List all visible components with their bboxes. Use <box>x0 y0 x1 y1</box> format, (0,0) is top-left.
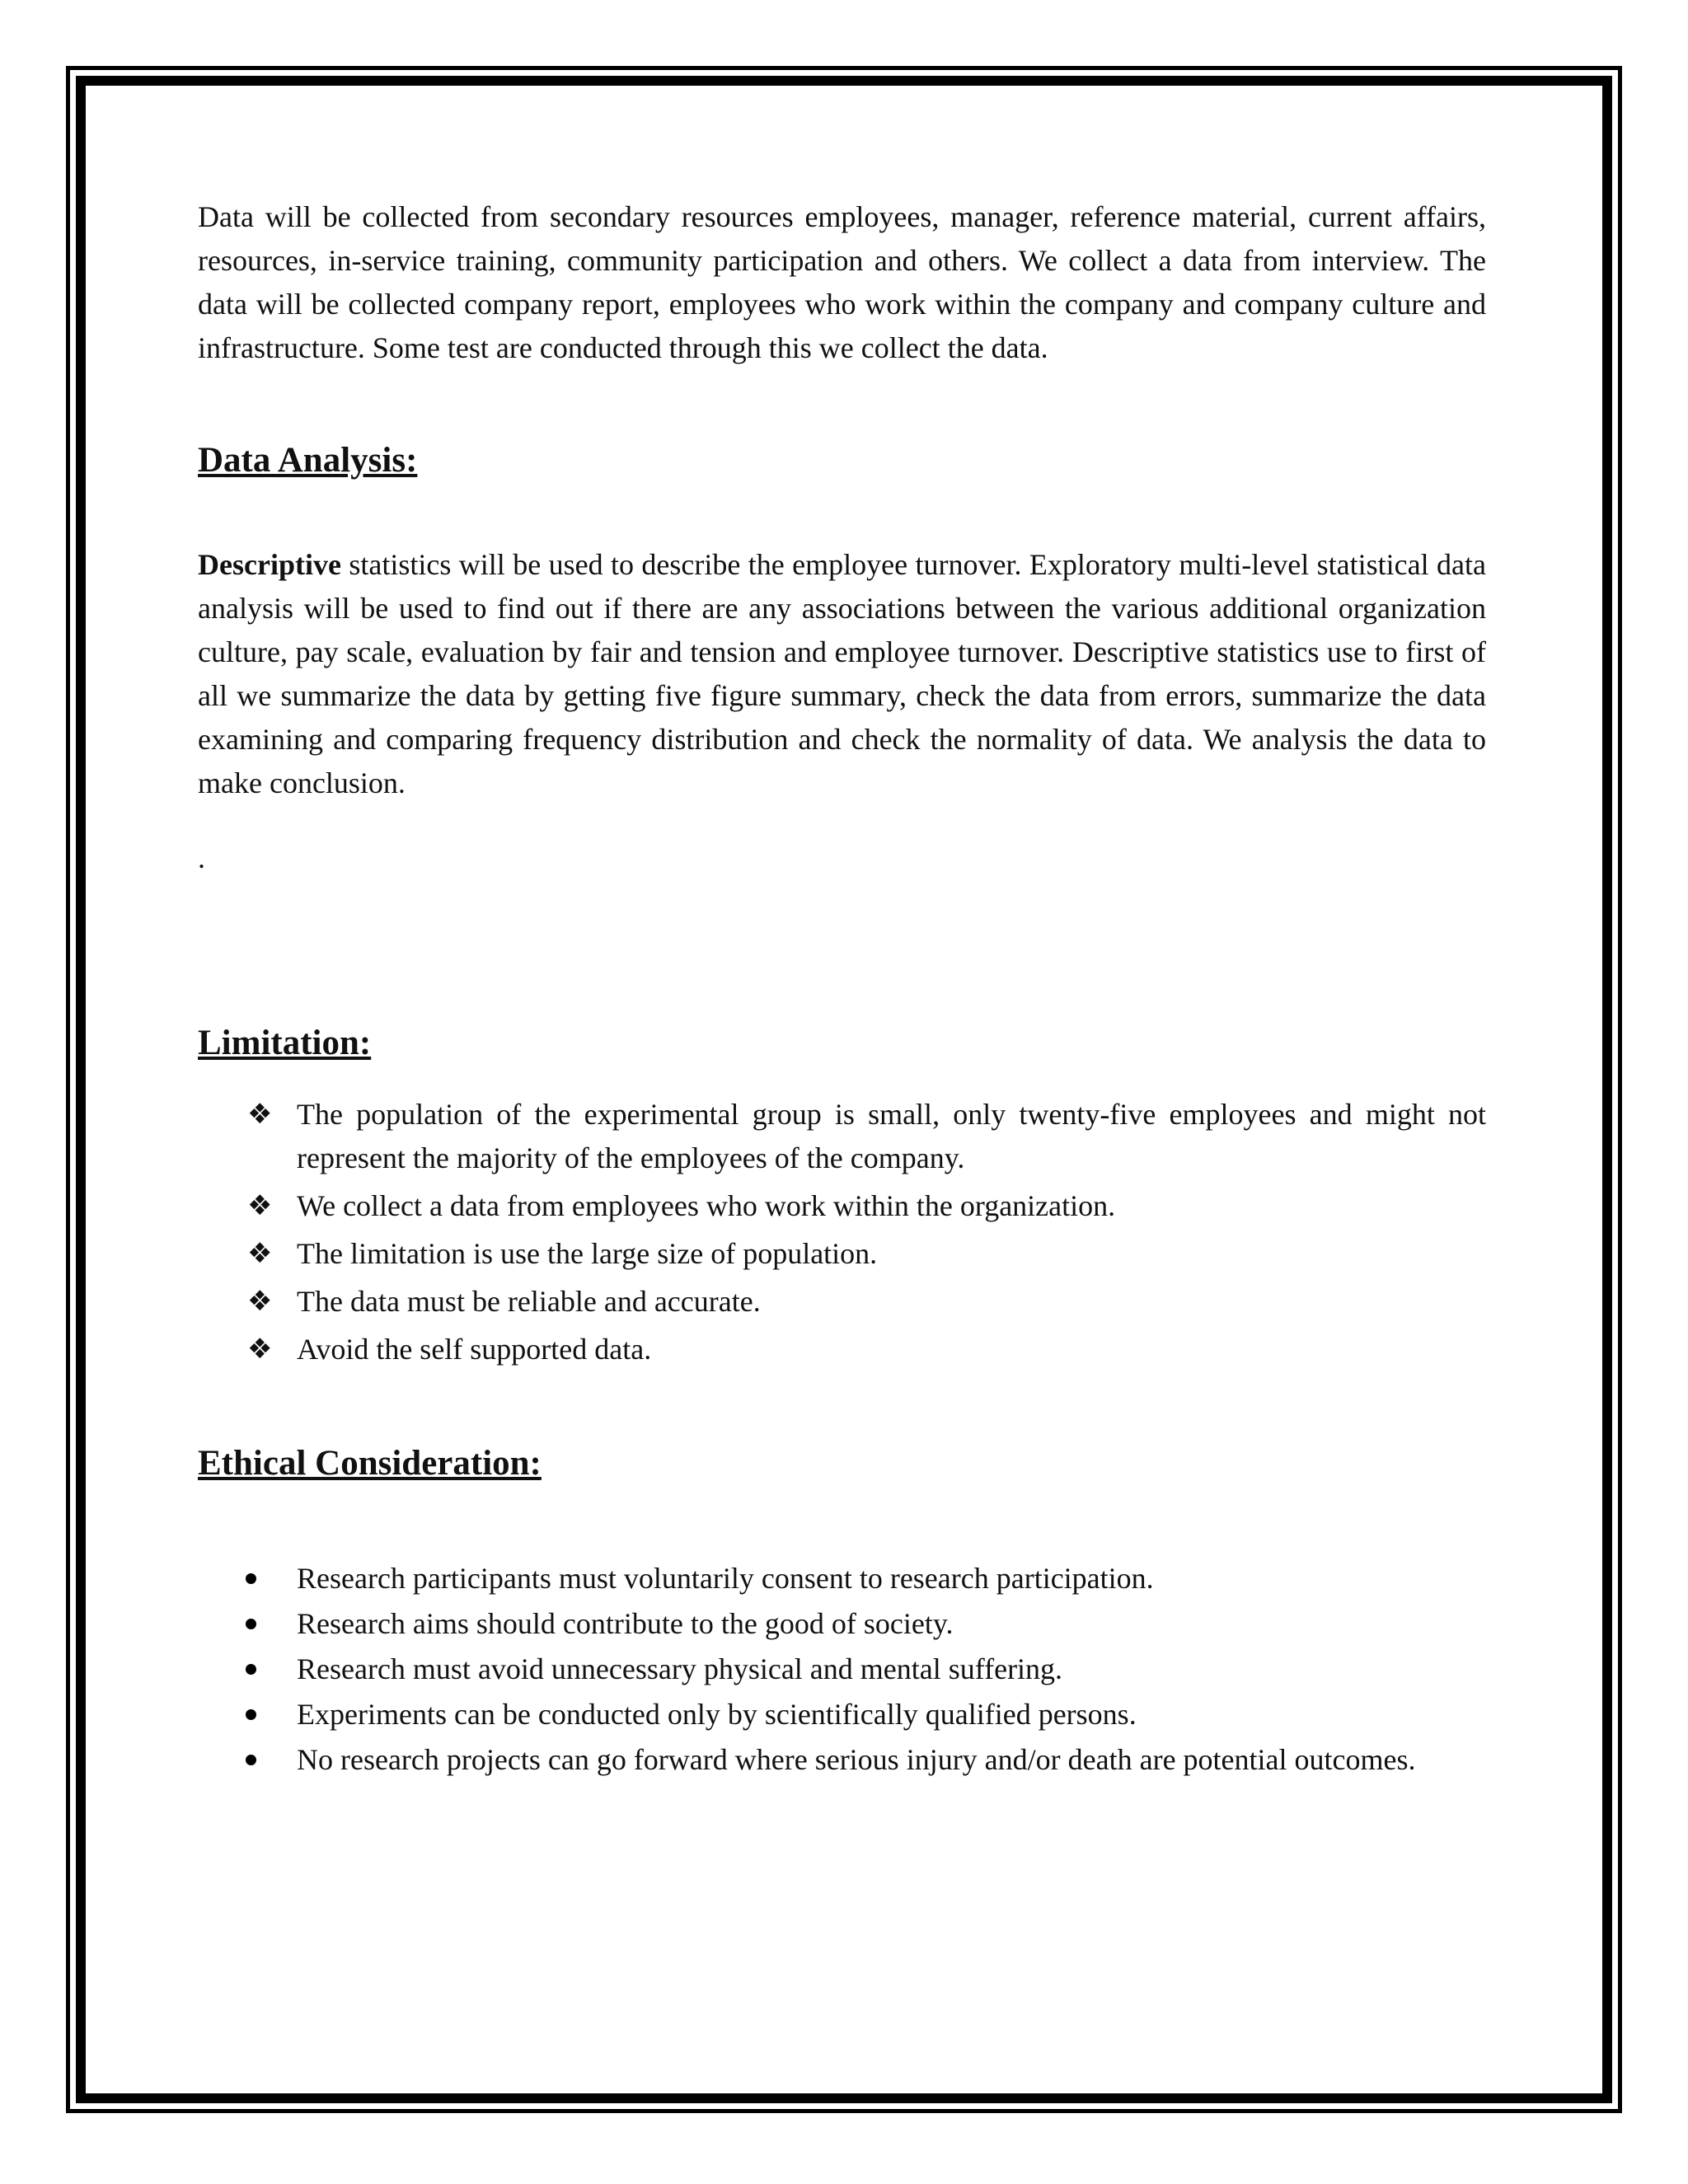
round-bullet-icon <box>246 1619 256 1629</box>
limitation-item <box>198 1232 1486 1276</box>
limitation-item-text: Avoid the self supported data. <box>297 1333 652 1366</box>
diamond-bullet-icon: ❖ <box>247 1189 273 1222</box>
ethics-item-text: Research must avoid unnecessary physical and mental suffering. <box>297 1652 1063 1685</box>
limitation-list <box>198 1093 1486 1371</box>
round-bullet-icon <box>246 1755 256 1765</box>
ethics-item-text: No research projects can go forward where serious injury and/or death are potential outcomes. <box>297 1743 1416 1776</box>
limitation-item-text: The population of the experimental group is small, only twenty-five employees and might not represent the majority of the employees of the company. <box>297 1098 1486 1174</box>
limitation-item-text: The limitation is use the large size of population. <box>297 1237 878 1270</box>
diamond-bullet-icon: ❖ <box>247 1285 273 1318</box>
ethics-item <box>198 1741 1486 1779</box>
ethical-consideration-heading: Ethical Consideration: <box>198 1444 542 1483</box>
limitation-item <box>198 1093 1486 1180</box>
limitation-item <box>198 1184 1486 1228</box>
document-body <box>198 195 1486 1786</box>
diamond-bullet-icon: ❖ <box>247 1098 273 1131</box>
limitation-item <box>198 1328 1486 1371</box>
ethics-item <box>198 1650 1486 1688</box>
round-bullet-icon <box>246 1709 256 1720</box>
data-analysis-body: statistics will be used to describe the employee turnover. Exploratory multi-level statistical data analysis will be used to find out if there are any associations between the various additional organization culture, pay scale, evaluation by fair and tension and employee turnover. Descriptive statistics use to first of all we summarize the data by getting five figure summary, check the data from errors, summarize the data examining and comparing frequency distribution and check the normality of data. We analysis the data to make conclusion. <box>198 548 1486 799</box>
diamond-bullet-icon: ❖ <box>247 1333 273 1366</box>
ethics-item-text: Research participants must voluntarily consent to research participation. <box>297 1562 1154 1595</box>
diamond-bullet-icon: ❖ <box>247 1237 273 1270</box>
data-analysis-paragraph <box>198 543 1486 805</box>
data-analysis-heading: Data Analysis: <box>198 441 418 480</box>
ethics-item-text: Experiments can be conducted only by scientifically qualified persons. <box>297 1698 1137 1731</box>
ethics-item <box>198 1605 1486 1643</box>
ethics-item <box>198 1559 1486 1597</box>
intro-paragraph: Data will be collected from secondary resources employees, manager, reference material, current affairs, resources, in-service training, community participation and others. We collect a data from interview. The data will be collected company report, employees who work within the company and company culture and infrastructure. Some test are conducted through this we collect the data. <box>198 200 1486 364</box>
limitation-item-text: We collect a data from employees who work within the organization. <box>297 1189 1116 1222</box>
descriptive-bold-term: Descriptive <box>198 548 341 581</box>
trailing-dot: . <box>198 841 205 874</box>
limitation-item <box>198 1280 1486 1324</box>
ethics-item <box>198 1695 1486 1733</box>
round-bullet-icon <box>246 1664 256 1675</box>
ethics-list <box>198 1559 1486 1779</box>
limitation-item-text: The data must be reliable and accurate. <box>297 1285 761 1318</box>
ethics-item-text: Research aims should contribute to the good of society. <box>297 1607 954 1640</box>
round-bullet-icon <box>246 1573 256 1584</box>
limitation-heading: Limitation: <box>198 1024 372 1062</box>
